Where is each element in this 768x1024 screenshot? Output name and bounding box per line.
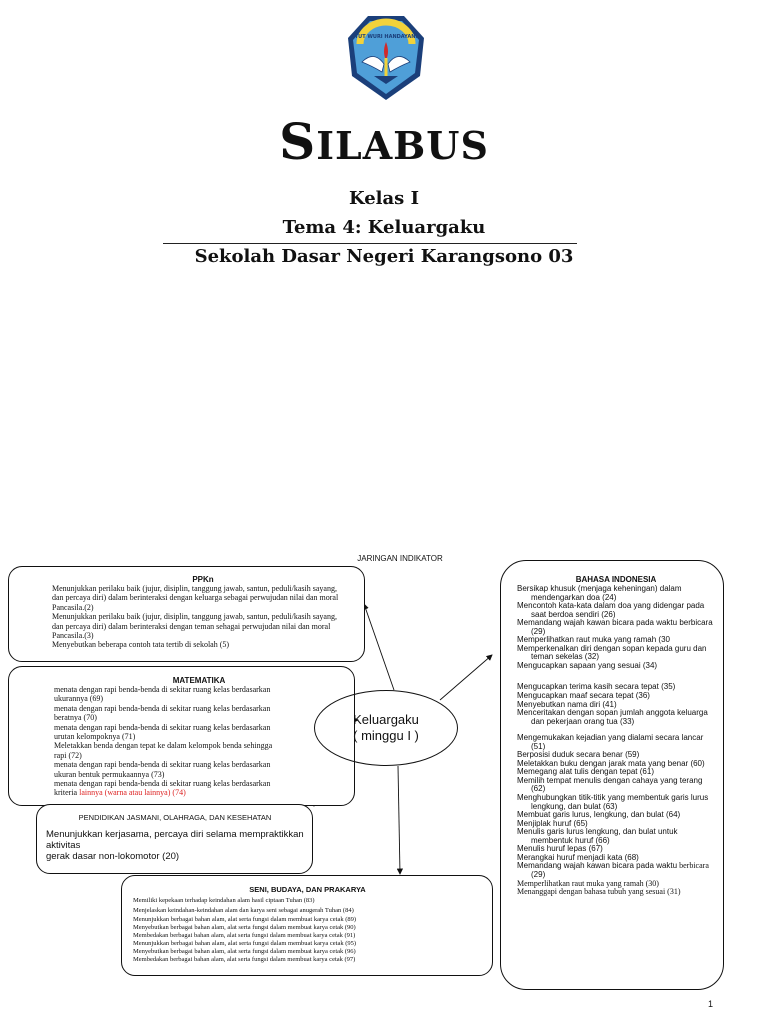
bahasa-line: Berposisi duduk secara benar (59) — [517, 750, 640, 760]
bahasa-line: (62) — [531, 784, 546, 794]
matematika-line: beratnya (70) — [54, 713, 97, 723]
bahasa-line: mendengarkan doa (24) — [531, 592, 617, 602]
document-title — [0, 112, 768, 171]
title-divider — [163, 243, 577, 244]
matematika-last-prefix: kriteria — [54, 788, 80, 798]
sbdp-line: Menyebutkan berbagai bahan alam, alat serta fungsi dalam membuat karya cetak (96) — [133, 948, 356, 955]
bahasa-line: membentuk huruf (66) — [531, 835, 610, 845]
sbdp-line: Memiliki kepekaan terhadap keindahan alam hasil ciptaan Tuhan (83) — [133, 897, 315, 904]
bahasa-line: Mengucapkan maaf secara tepat (36) — [517, 691, 650, 701]
arrow-to-sbdp — [398, 766, 400, 874]
hub-theme: Keluargaku — [353, 712, 419, 727]
bahasa-line: Menjiplak huruf (65) — [517, 818, 588, 828]
bahasa-line: Memperlihatkan raut muka yang ramah (30) — [517, 878, 659, 888]
sbdp-line: Menyebutkan berbagai bahan alam, alat serta fungsi dalam membuat karya cetak (90) — [133, 924, 356, 931]
bahasa-line: Memegang alat tulis dengan tepat (61) — [517, 767, 654, 777]
matematika-line: ukurannya (69) — [54, 694, 104, 704]
tut-wuri-handayani-logo — [346, 14, 426, 102]
matematika-line: menata dengan rapi benda-benda di sekitar ruang kelas berdasarkan — [54, 760, 271, 770]
bahasa-line: (51) — [531, 741, 546, 751]
ppkn-line: Pancasila.(3) — [52, 631, 94, 641]
bahasa-line: Menulis garis lurus lengkung, dan bulat untuk — [517, 827, 678, 837]
ppkn-line: Menunjukkan perilaku baik (jujur, disiplin, tanggung jawab, santun, peduli/kasih sayang, — [52, 612, 337, 622]
diagram-heading: JARINGAN INDIKATOR — [357, 554, 443, 563]
ppkn-line: Pancasila.(2) — [52, 602, 94, 612]
bahasa-line: saat berdoa sendiri (26) — [531, 609, 616, 619]
matematika-line: rapi (72) — [54, 750, 82, 760]
pjok-box — [36, 804, 313, 874]
bahasa-line: dan pekerjaan orang tua (33) — [531, 716, 635, 726]
matematika-last-highlight: lainnya (warna atau lainnya) (74) — [79, 788, 186, 798]
bahasa-indonesia-box — [500, 560, 724, 990]
sbdp-title: SENI, BUDAYA, DAN PRAKARYA — [249, 885, 366, 894]
sbdp-line: Membedakan berbagai bahan alam, alat serta fungsi dalam membuat karya cetak (97) — [133, 956, 356, 963]
theme-label: Tema 4: Keluargaku — [282, 217, 486, 238]
bahasa-line: Memilih tempat menulis dengan cahaya yang terang — [517, 775, 703, 785]
bahasa-line: Memperkenalkan diri dengan sopan kepada guru dan — [517, 643, 707, 653]
hub-week: ( minggu I ) — [353, 728, 419, 743]
bahasa-line: Mengucapkan sapaan yang sesuai (34) — [517, 660, 658, 670]
arrow-to-bahasa — [440, 655, 492, 700]
class-label: Kelas I — [348, 188, 420, 209]
matematika-box — [8, 666, 355, 806]
matematika-line: urutan kelompoknya (71) — [54, 732, 136, 742]
bahasa-line: teman sekelas (32) — [531, 652, 600, 662]
pjok-title: PENDIDIKAN JASMANI, OLAHRAGA, DAN KESEHATAN — [78, 813, 272, 822]
bahasa-line: Menceritakan dengan sopan jumlah anggota keluarga — [517, 708, 708, 718]
matematika-line: menata dengan rapi benda-benda di sekitar ruang kelas berdasarkan — [54, 779, 271, 789]
ppkn-box — [8, 566, 365, 662]
bahasa-line: Mencontoh kata-kata dalam doa yang didengar pada — [517, 601, 705, 611]
sbdp-box — [121, 875, 493, 976]
bahasa-line: Merangkai huruf menjadi kata (68) — [517, 852, 639, 862]
bahasa-line: Menulis huruf lepas (67) — [517, 844, 603, 854]
pjok-line: Menunjukkan kerjasama, percaya diri selama mempraktikkan aktivitas — [46, 829, 304, 851]
sbdp-line: Menunjukkan berbagai bahan alam, alat serta fungsi dalam membuat karya cetak (89) — [133, 916, 357, 923]
matematika-line: Meletakkan benda dengan tepat ke dalam kelompok benda sehingga — [54, 741, 273, 751]
title-initial: S — [279, 112, 317, 171]
ppkn-line: Menyebutkan beberapa contoh tata tertib di sekolah (5) — [52, 640, 230, 650]
ppkn-title: PPKn — [192, 575, 214, 584]
bahasa-line: Menyebutkan nama diri (41) — [517, 699, 617, 709]
bahasa-line: (29) — [531, 869, 546, 879]
central-theme-node — [314, 690, 458, 766]
bahasa-line: Menghubungkan titik-titik yang membentuk garis lurus — [517, 793, 709, 803]
school-name: Sekolah Dasar Negeri Karangsono 03 — [194, 246, 574, 267]
bahasa-line: Mengemukakan kejadian yang dialami secara lancar — [517, 733, 704, 743]
matematika-line: menata dengan rapi benda-benda di sekitar ruang kelas berdasarkan — [54, 722, 271, 732]
matematika-line: menata dengan rapi benda-benda di sekitar ruang kelas berdasarkan — [54, 703, 271, 713]
bahasa-line: Memperlihatkan raut muka yang ramah (30 — [517, 635, 670, 645]
bahasa-line: Meletakkan buku dengan jarak mata yang benar (60) — [517, 758, 705, 768]
bahasa-line-mixed — [517, 862, 715, 871]
bahasa-line: (29) — [531, 626, 546, 636]
sbdp-line: Menjelaskan keindahan-keindahan alam dan karya seni sebagai anugerah Tuhan (84) — [133, 907, 354, 914]
bahasa-line: Mengucapkan terima kasih secara tepat (35) — [517, 682, 676, 692]
bahasa-title: BAHASA INDONESIA — [575, 575, 657, 584]
title-rest: ILABUS — [316, 123, 489, 168]
ppkn-line: dan percaya diri) dalam berinteraksi dengan keluarga sebagai perwujudan nilai dan moral — [52, 593, 339, 603]
ppkn-line: Menunjukkan perilaku baik (jujur, disiplin, tanggung jawab, santun, peduli/kasih sayang, — [52, 584, 337, 593]
matematika-title: MATEMATIKA — [172, 676, 226, 685]
bahasa-line: Membuat garis lurus, lengkung, dan bulat (64) — [517, 810, 681, 820]
sbdp-line: Membedakan berbagai bahan alam, alat serta fungsi dalam membuat karya cetak (91) — [133, 932, 356, 939]
matematika-line-last — [54, 788, 344, 797]
bahasa-line: Menanggapi dengan bahasa tubuh yang sesuai (31) — [517, 887, 681, 897]
bahasa-line: Memandang wajah kawan bicara pada waktu berbicara — [517, 618, 713, 628]
bahasa-line: lengkung, dan bulat (63) — [531, 801, 618, 811]
matematika-line: ukuran bentuk permukaannya (73) — [54, 769, 165, 779]
page-number: 1 — [708, 999, 714, 1009]
matematika-line: menata dengan rapi benda-benda di sekitar ruang kelas berdasarkan — [54, 685, 271, 694]
bahasa-line-tail: berbicara — [677, 861, 709, 871]
sbdp-line: Menunjukkan berbagai bahan alam, alat serta fungsi dalam membuat karya cetak (95) — [133, 940, 357, 947]
bahasa-line: Bersikap khusuk (menjaga keheningan) dalam — [517, 584, 682, 593]
arrow-to-ppkn — [364, 604, 394, 690]
pjok-line: gerak dasar non-lokomotor (20) — [46, 851, 180, 862]
logo-motto: TUT WURI HANDAYANI — [354, 34, 418, 40]
ppkn-line: dan percaya diri) dalam berinteraksi dengan teman sehagai perwujudan nilai dan moral — [52, 621, 331, 631]
bahasa-line-part: Memandang wajah kawan bicara pada waktu — [517, 861, 678, 871]
